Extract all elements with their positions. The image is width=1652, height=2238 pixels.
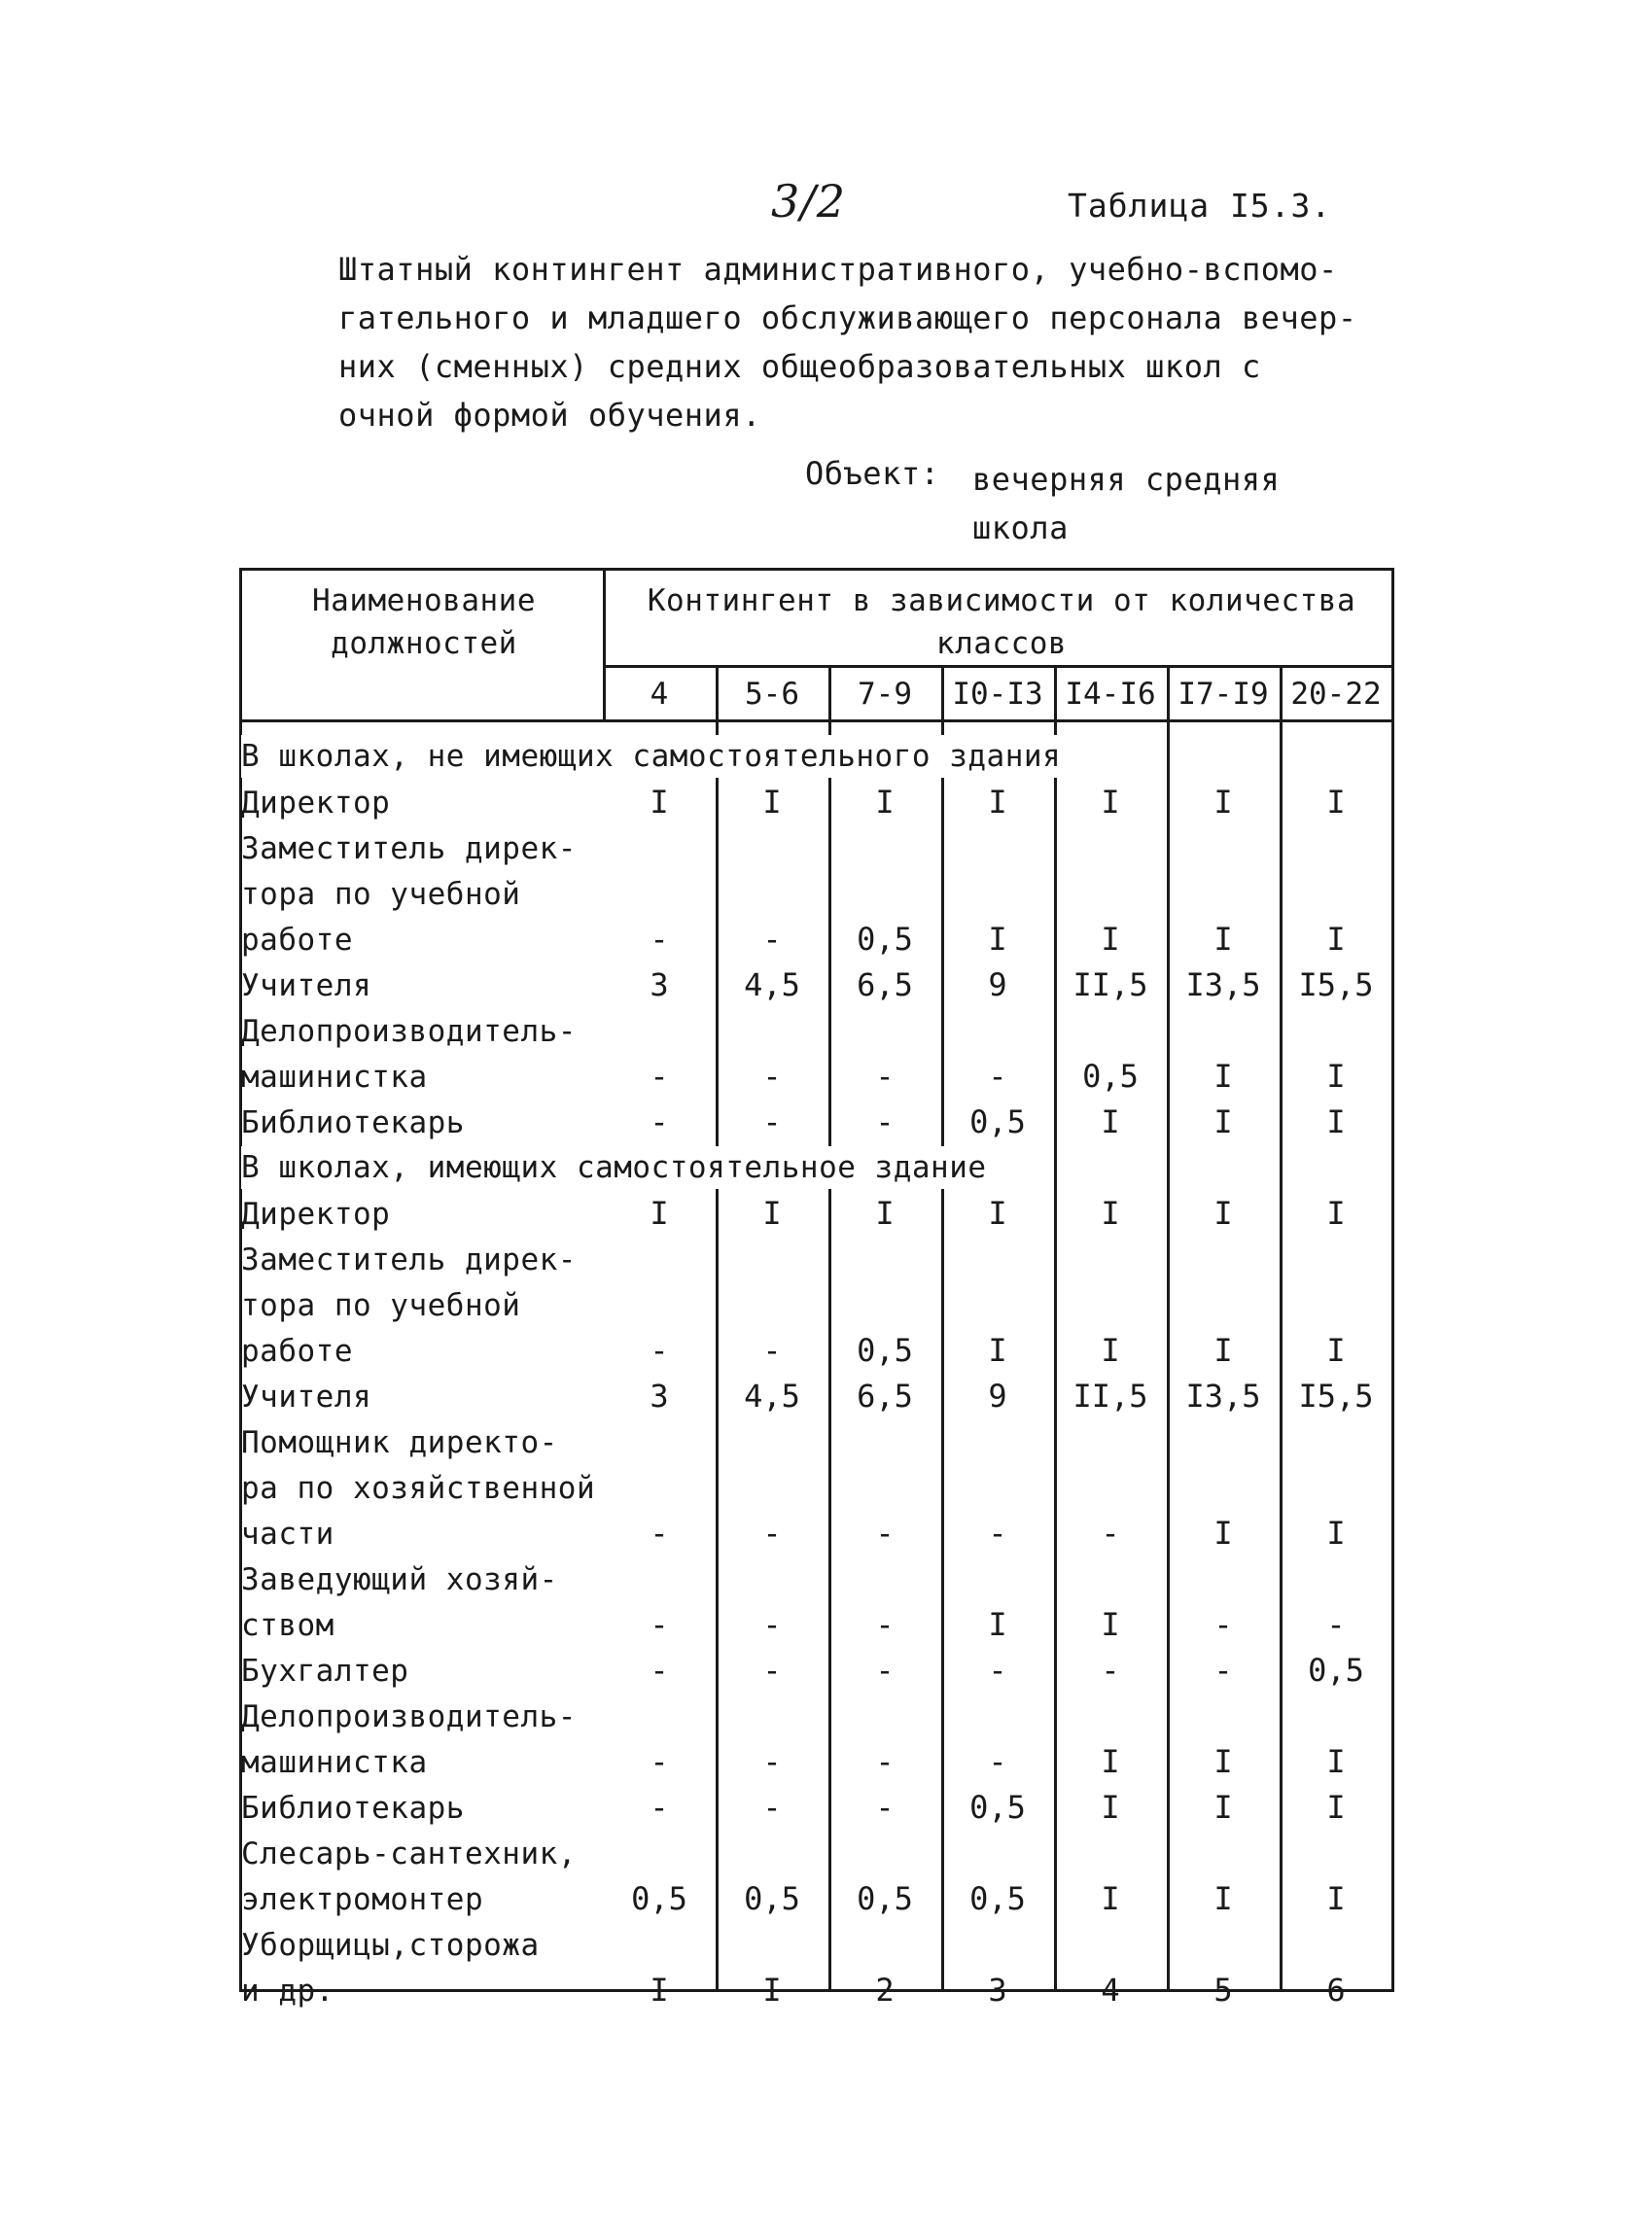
row-position-name	[241, 1192, 601, 1238]
object-value-line: вечерняя средняя	[972, 461, 1281, 498]
table-cell: 9	[988, 1378, 1007, 1415]
row-position-name	[241, 1009, 601, 1101]
header-group: Контингент в зависимости от количества классов	[647, 583, 1356, 661]
table-cell: I	[1213, 1880, 1233, 1917]
table-cell: I	[988, 1195, 1007, 1232]
table-cell: I	[1101, 921, 1120, 958]
row-name-line: и др.	[241, 1974, 334, 2009]
table-cell: -	[762, 1515, 782, 1552]
table-cell: I	[1101, 1789, 1120, 1826]
table-cell: I	[1213, 1743, 1233, 1780]
table-cell: I	[1101, 1195, 1120, 1232]
row-name-line: Библиотекарь	[241, 1791, 465, 1826]
table-cell: I	[1326, 1789, 1346, 1826]
table-label: Таблица I5.3.	[1068, 187, 1332, 225]
row-position-name	[241, 826, 601, 963]
table-cell: 6	[1326, 1972, 1346, 2009]
table-cell: -	[1101, 1515, 1120, 1552]
row-position-name	[241, 1375, 601, 1420]
row-name-line: Заместитель дирек-	[241, 1242, 577, 1277]
row-name-line: Заведующий хозяй-	[241, 1562, 558, 1597]
row-name-line: тора по учебной	[241, 1288, 521, 1323]
row-name-line: Директор	[241, 1197, 391, 1232]
table-cell: II,5	[1072, 966, 1148, 1003]
table-cell: I	[988, 1332, 1007, 1369]
object-value-line: школа	[972, 509, 1069, 546]
table-cell: I	[1213, 921, 1233, 958]
table-cell: -	[875, 1743, 895, 1780]
object-value	[972, 455, 1280, 552]
table-cell: -	[988, 1515, 1007, 1552]
table-cell: I	[875, 1195, 895, 1232]
table-cell: I	[1101, 1103, 1120, 1140]
table-cell: 3	[650, 966, 669, 1003]
table-cell: -	[650, 1743, 669, 1780]
column-header: I4-I6	[1065, 677, 1156, 712]
row-name-line: части	[241, 1517, 334, 1552]
table-cell: -	[762, 1058, 782, 1095]
table-cell: 6,5	[857, 1378, 913, 1415]
table-cell: -	[762, 1789, 782, 1826]
page-number: 3/2	[771, 175, 847, 227]
table-cell: I	[762, 784, 782, 821]
row-name-line: тора по учебной	[241, 877, 521, 912]
table-cell: -	[650, 1789, 669, 1826]
table-cell: -	[650, 921, 669, 958]
table-cell: I	[1101, 1743, 1120, 1780]
row-position-name	[241, 1832, 601, 1923]
table-cell: I	[1101, 784, 1120, 821]
table-cell: -	[762, 1103, 782, 1140]
object-label: Объект:	[805, 455, 940, 492]
table-cell: -	[762, 1743, 782, 1780]
table-cell: I	[1326, 1880, 1346, 1917]
table-cell: I	[650, 784, 669, 821]
table-cell: 0,5	[969, 1789, 1026, 1826]
row-name-line: Делопроизводитель-	[241, 1014, 577, 1049]
table-cell: I	[1213, 1103, 1233, 1140]
group-header-divider	[603, 665, 1394, 668]
column-header: 20-22	[1290, 677, 1382, 712]
table-cell: -	[762, 1606, 782, 1643]
table-cell: I	[1101, 1606, 1120, 1643]
table-cell: I3,5	[1185, 966, 1261, 1003]
column-header: 5-6	[745, 677, 799, 712]
row-name-line: Заместитель дирек-	[241, 831, 577, 866]
table-cell: I	[1326, 784, 1346, 821]
column-header: 7-9	[858, 677, 912, 712]
row-name-line: Делопроизводитель-	[241, 1699, 577, 1734]
table-cell: I	[1213, 1332, 1233, 1369]
table-cell: 0,5	[857, 1332, 913, 1369]
row-name-line: работе	[241, 923, 353, 958]
caption	[338, 245, 1369, 439]
table-cell: 3	[988, 1972, 1007, 2009]
row-name-line: Бухгалтер	[241, 1654, 409, 1689]
caption-line: них (сменных) средних общеобразовательных школ с	[338, 348, 1261, 385]
row-name-line: машинистка	[241, 1060, 428, 1095]
staff-table	[239, 568, 1394, 2009]
row-name-line: Директор	[241, 786, 391, 821]
table-cell: I	[1213, 784, 1233, 821]
table-cell: 0,5	[631, 1880, 687, 1917]
table-cell: -	[875, 1789, 895, 1826]
table-cell: I	[1101, 1332, 1120, 1369]
row-position-name	[241, 1649, 601, 1695]
table-cell: 6,5	[857, 966, 913, 1003]
table-cell: 0,5	[857, 1880, 913, 1917]
table-cell: -	[762, 921, 782, 958]
table-cell: I	[762, 1972, 782, 2009]
row-name-line: ра по хозяйственной	[241, 1471, 596, 1506]
table-top-border	[239, 568, 1394, 571]
table-cell: I	[650, 1195, 669, 1232]
table-cell: 3	[650, 1378, 669, 1415]
table-cell: I	[1326, 1058, 1346, 1095]
row-name-line: работе	[241, 1334, 353, 1369]
table-cell: 4	[1101, 1972, 1120, 2009]
table-cell: I	[1326, 1743, 1346, 1780]
caption-line: гательного и младшего обслуживающего персонала вечер-	[338, 299, 1357, 336]
section-title: В школах, не имеющих самостоятельного здания	[241, 735, 1061, 778]
table-cell: I	[1213, 1789, 1233, 1826]
table-cell: I	[1326, 1195, 1346, 1232]
table-cell: I	[762, 1195, 782, 1232]
row-name-line: ством	[241, 1608, 334, 1643]
table-cell: I	[1213, 1058, 1233, 1095]
table-cell: -	[875, 1103, 895, 1140]
table-cell: I	[1326, 921, 1346, 958]
table-cell: -	[650, 1515, 669, 1552]
row-name-line: Помощник директо-	[241, 1425, 558, 1460]
row-position-name	[241, 1238, 601, 1375]
table-cell: I	[1326, 1332, 1346, 1369]
table-cell: I5,5	[1298, 966, 1374, 1003]
table-cell: 5	[1213, 1972, 1233, 2009]
caption-line: Штатный контингент административного, учебно-вспомо-	[338, 251, 1338, 288]
row-name-line: Учителя	[241, 968, 372, 1003]
table-cell: -	[1213, 1606, 1233, 1643]
table-cell: I	[1213, 1515, 1233, 1552]
table-cell: -	[875, 1515, 895, 1552]
row-name-line: Слесарь-сантехник,	[241, 1836, 577, 1871]
column-header: I7-I9	[1177, 677, 1269, 712]
table-cell: I	[988, 921, 1007, 958]
table-cell: -	[988, 1058, 1007, 1095]
table-cell: I	[875, 784, 895, 821]
table-cell: I	[1213, 1195, 1233, 1232]
row-name-line: Уборщицы,сторожа	[241, 1928, 540, 1963]
table-cell: I3,5	[1185, 1378, 1261, 1415]
row-position-name	[241, 1923, 601, 2014]
table-cell: -	[762, 1652, 782, 1689]
table-cell: -	[650, 1103, 669, 1140]
table-cell: -	[650, 1606, 669, 1643]
table-cell: -	[1101, 1652, 1120, 1689]
table-cell: I	[650, 1972, 669, 2009]
table-cell: 0,5	[1082, 1058, 1139, 1095]
row-position-name	[241, 1557, 601, 1649]
table-cell: II,5	[1072, 1378, 1148, 1415]
table-cell: -	[988, 1743, 1007, 1780]
table-cell: -	[650, 1058, 669, 1095]
row-position-name	[241, 781, 601, 826]
table-cell: -	[988, 1652, 1007, 1689]
row-position-name	[241, 963, 601, 1009]
column-header: I0-I3	[952, 677, 1043, 712]
section-title: В школах, имеющих самостоятельное здание	[241, 1146, 987, 1189]
table-cell: -	[875, 1058, 895, 1095]
table-cell: I	[1101, 1880, 1120, 1917]
table-cell: -	[1326, 1606, 1346, 1643]
table-cell: I	[988, 1606, 1007, 1643]
table-cell: -	[875, 1652, 895, 1689]
row-name-line: Учителя	[241, 1380, 372, 1415]
caption-line: очной формой обучения.	[338, 397, 761, 434]
table-cell: 4,5	[744, 1378, 800, 1415]
table-cell: I5,5	[1298, 1378, 1374, 1415]
row-name-line: Библиотекарь	[241, 1105, 465, 1140]
table-cell: 0,5	[969, 1880, 1026, 1917]
header-bottom-border	[239, 719, 1394, 722]
header-name: Наименование должностей	[312, 583, 536, 661]
table-cell: 4,5	[744, 966, 800, 1003]
table-cell: 9	[988, 966, 1007, 1003]
table-cell: I	[1326, 1515, 1346, 1552]
row-name-line: электромонтер	[241, 1882, 484, 1917]
table-cell: -	[1213, 1652, 1233, 1689]
row-position-name	[241, 1420, 601, 1557]
table-cell: -	[650, 1652, 669, 1689]
table-cell: 0,5	[857, 921, 913, 958]
table-cell: 0,5	[744, 1880, 800, 1917]
row-name-line: машинистка	[241, 1745, 428, 1780]
table-cell: -	[875, 1606, 895, 1643]
table-cell: 0,5	[1308, 1652, 1364, 1689]
table-cell: -	[650, 1332, 669, 1369]
row-position-name	[241, 1695, 601, 1786]
table-cell: 0,5	[969, 1103, 1026, 1140]
table-cell: -	[762, 1332, 782, 1369]
table-cell: I	[1326, 1103, 1346, 1140]
table-cell: 2	[875, 1972, 895, 2009]
table-cell: I	[988, 784, 1007, 821]
row-position-name	[241, 1101, 601, 1146]
column-header: 4	[650, 677, 669, 712]
row-position-name	[241, 1786, 601, 1832]
